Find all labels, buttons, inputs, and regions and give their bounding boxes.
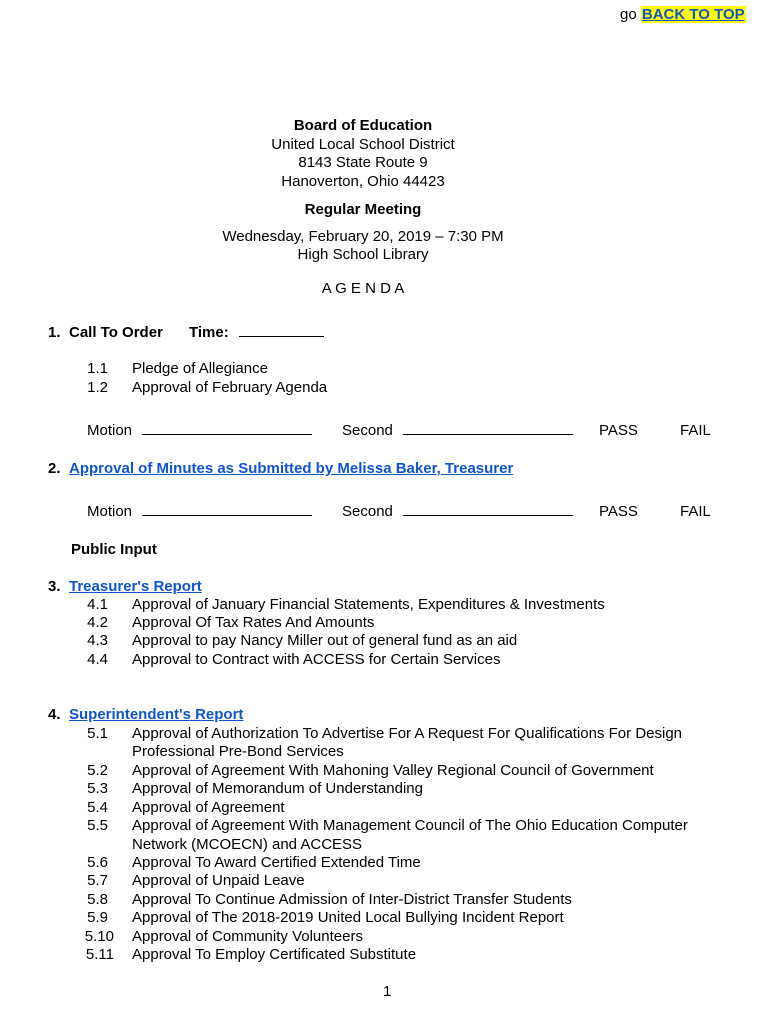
- time-blank[interactable]: [239, 336, 324, 337]
- meeting-datetime: Wednesday, February 20, 2019 – 7:30 PM: [222, 228, 504, 245]
- section-3-title-link[interactable]: Treasurer's Report: [69, 578, 202, 595]
- item-5-6-text: Approval To Award Certified Extended Time: [132, 854, 421, 871]
- item-5-2-text: Approval of Agreement With Mahoning Valley Regional Council of Government: [132, 762, 654, 779]
- item-5-7-number: 5.7: [87, 872, 108, 889]
- item-5-1-text-cont: Professional Pre-Bond Services: [132, 743, 344, 760]
- item-5-9-number: 5.9: [87, 909, 108, 926]
- street-address: 8143 State Route 9: [298, 154, 428, 171]
- motion-blank[interactable]: [142, 434, 312, 435]
- item-1-1-text: Pledge of Allegiance: [132, 360, 268, 377]
- item-5-3-number: 5.3: [87, 780, 108, 797]
- fail-label: FAIL: [680, 422, 711, 439]
- org-title: Board of Education: [293, 117, 433, 134]
- section-4-number: 4.: [48, 706, 61, 723]
- item-4-2-number: 4.2: [87, 614, 108, 631]
- item-5-8-number: 5.8: [87, 891, 108, 908]
- item-5-1-number: 5.1: [87, 725, 108, 742]
- second-blank[interactable]: [403, 515, 573, 516]
- item-4-4-number: 4.4: [87, 651, 108, 668]
- motion-blank[interactable]: [142, 515, 312, 516]
- second-blank[interactable]: [403, 434, 573, 435]
- item-1-2-number: 1.2: [87, 379, 108, 396]
- motion-row-2: [87, 503, 312, 522]
- motion-label: Motion: [87, 422, 133, 439]
- item-5-5-text-cont: Network (MCOECN) and ACCESS: [132, 836, 363, 853]
- agenda-heading: A G E N D A: [321, 280, 405, 297]
- item-4-3-text: Approval to pay Nancy Miller out of general fund as an aid: [132, 632, 518, 649]
- item-5-10-number: 5.10: [84, 928, 114, 945]
- item-4-4-text: Approval to Contract with ACCESS for Certain Services: [132, 651, 501, 668]
- district-name: United Local School District: [271, 136, 455, 153]
- section-1-title: Call To Order: [69, 324, 163, 341]
- item-5-4-number: 5.4: [87, 799, 108, 816]
- item-5-5-number: 5.5: [87, 817, 108, 834]
- item-4-1-text: Approval of January Financial Statements, Expenditures & Investments: [132, 596, 605, 613]
- meeting-location: High School Library: [297, 246, 429, 263]
- item-4-3-number: 4.3: [87, 632, 108, 649]
- pass-label: PASS: [599, 503, 638, 520]
- item-1-1-number: 1.1: [87, 360, 108, 377]
- go-prefix: go: [620, 6, 637, 23]
- section-2-number: 2.: [48, 460, 61, 477]
- item-5-5-text: Approval of Agreement With Management Council of The Ohio Education Computer: [132, 817, 688, 834]
- second-label: Second: [342, 503, 393, 520]
- section-4-title-link[interactable]: Superintendent's Report: [69, 706, 244, 723]
- second-row-2: [342, 503, 573, 522]
- motion-row-1: [87, 422, 312, 441]
- page-number: 1: [383, 983, 392, 1000]
- item-4-1-number: 4.1: [87, 596, 108, 613]
- item-5-4-text: Approval of Agreement: [132, 799, 285, 816]
- item-5-7-text: Approval of Unpaid Leave: [132, 872, 305, 889]
- item-5-11-number: 5.11: [85, 946, 114, 963]
- city-address: Hanoverton, Ohio 44423: [281, 173, 445, 190]
- item-5-10-text: Approval of Community Volunteers: [132, 928, 363, 945]
- item-4-2-text: Approval Of Tax Rates And Amounts: [132, 614, 375, 631]
- section-2-title-link[interactable]: Approval of Minutes as Submitted by Melissa Baker, Treasurer: [69, 460, 514, 477]
- item-5-3-text: Approval of Memorandum of Understanding: [132, 780, 423, 797]
- back-to-top-nav: [620, 6, 746, 25]
- time-label-text: Time:: [189, 324, 229, 341]
- item-5-11-text: Approval To Employ Certificated Substitute: [132, 946, 417, 963]
- time-label: [189, 324, 324, 343]
- public-input-heading: Public Input: [71, 541, 157, 558]
- pass-label: PASS: [599, 422, 638, 439]
- item-5-1-text: Approval of Authorization To Advertise For A Request For Qualifications For Design: [132, 725, 683, 742]
- section-3-number: 3.: [48, 578, 61, 595]
- item-5-6-number: 5.6: [87, 854, 108, 871]
- second-label: Second: [342, 422, 393, 439]
- back-to-top-link[interactable]: BACK TO TOP: [641, 6, 745, 23]
- fail-label: FAIL: [680, 503, 711, 520]
- second-row-1: [342, 422, 573, 441]
- section-1-number: 1.: [48, 324, 61, 341]
- item-5-9-text: Approval of The 2018-2019 United Local Bullying Incident Report: [132, 909, 564, 926]
- motion-label: Motion: [87, 503, 133, 520]
- meeting-type: Regular Meeting: [304, 201, 422, 218]
- item-5-2-number: 5.2: [87, 762, 108, 779]
- item-1-2-text: Approval of February Agenda: [132, 379, 328, 396]
- item-5-8-text: Approval To Continue Admission of Inter-District Transfer Students: [132, 891, 572, 908]
